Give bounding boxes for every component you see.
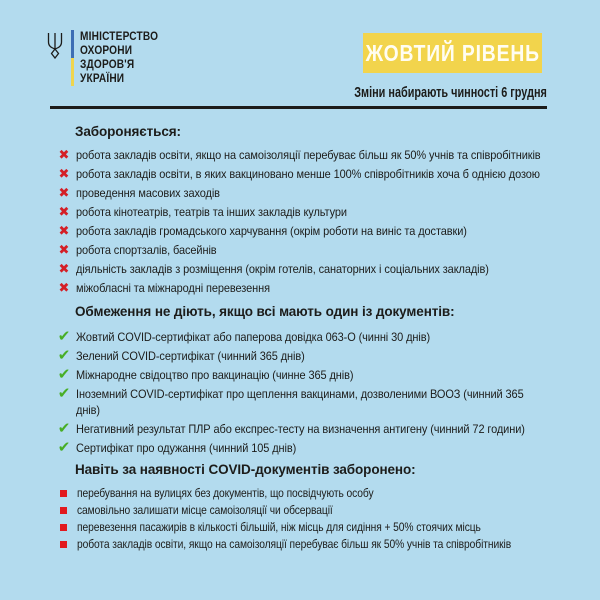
list-item-text: самовільно залишати місце самоізоляції чи обсервації: [77, 503, 333, 517]
list-item: [57, 204, 557, 220]
prohibited-list: [57, 147, 557, 296]
list-item-text: Сертифікат про одужання (чинний 105 днів): [76, 441, 297, 455]
ukraine-trident-icon: [45, 32, 65, 59]
section-prohibited: [57, 124, 557, 296]
list-item: [57, 367, 557, 383]
red-x-icon: ✖: [58, 147, 70, 162]
list-item-text: міжобласні та міжнародні перевезення: [76, 281, 270, 295]
ministry-logo: [45, 30, 169, 86]
list-item-text: робота кінотеатрів, театрів та інших закладів культури: [76, 205, 347, 219]
list-item-text: Негативний результат ПЛР або експрес-тесту на визначення антигену (чинний 72 години): [76, 422, 525, 436]
list-item-text: діяльність закладів з розміщення (окрім готелів, санаторних і соціальних закладів): [76, 262, 489, 276]
green-check-icon: ✔: [57, 439, 71, 456]
list-item-text: Жовтий COVID-сертифікат або паперова довідка 063-О (чинні 30 днів): [76, 330, 431, 344]
list-item: [57, 185, 557, 201]
red-x-icon: ✖: [58, 280, 70, 295]
level-banner: [363, 33, 542, 73]
red-x-icon: ✖: [58, 242, 70, 257]
section-absolute-bans: [57, 462, 557, 552]
red-x-icon: ✖: [58, 223, 70, 238]
list-item: [57, 421, 557, 437]
red-x-icon: ✖: [58, 261, 70, 276]
green-check-icon: ✔: [57, 328, 71, 345]
list-item-text: Міжнародне свідоцтво про вакцинацію (чинне 365 днів): [76, 368, 354, 382]
list-item: [57, 440, 557, 456]
list-item-text: робота спортзалів, басейнів: [76, 243, 217, 257]
effective-date-text: Зміни набирають чинності 6 грудня: [354, 85, 547, 101]
list-item-text: Іноземний COVID-сертифікат про щеплення вакцинами, дозволеними ВООЗ (чинний 365 днів): [76, 387, 524, 417]
red-square-bullet: [60, 541, 67, 548]
list-item: [57, 166, 557, 182]
ministry-name-line: ЗДОРОВ'Я: [80, 59, 135, 71]
list-item: [57, 537, 557, 552]
list-item-text: робота закладів освіти, якщо на самоізоляції перебуває більш як 50% учнів та співробітників: [76, 148, 541, 162]
list-item: [57, 242, 557, 258]
level-banner-label: ЖОВТИЙ РІВЕНЬ: [365, 39, 540, 66]
green-check-icon: ✔: [57, 420, 71, 437]
red-square-bullet: [60, 524, 67, 531]
green-check-icon: ✔: [57, 385, 71, 402]
green-check-icon: ✔: [57, 347, 71, 364]
list-item: [57, 147, 557, 163]
rules-content: [57, 121, 557, 554]
red-x-icon: ✖: [58, 204, 70, 219]
flag-bar: [71, 30, 74, 86]
exemptions-list: [57, 329, 557, 456]
section-prohibited-heading: Забороняється:: [75, 124, 181, 139]
ministry-name-line: МІНІСТЕРСТВО: [80, 31, 159, 43]
list-item: [57, 223, 557, 239]
red-x-icon: ✖: [58, 166, 70, 181]
list-item: [57, 329, 557, 345]
divider-line: [50, 106, 547, 109]
list-item-text: перевезення пасажирів в кількості більшій, ніж місць для сидіння + 50% стоячих місць: [77, 520, 481, 534]
list-item-text: проведення масових заходів: [76, 186, 220, 200]
list-item: [57, 503, 557, 518]
list-item: [57, 520, 557, 535]
list-item-text: робота закладів освіти, в яких вакциновано менше 100% співробітників хоча б однією дозою: [76, 167, 540, 181]
section-exemptions: [57, 304, 557, 456]
list-item: [57, 486, 557, 501]
section-exemptions-heading: Обмеження не діють, якщо всі мають один із документів:: [75, 304, 455, 319]
list-item: [57, 261, 557, 277]
red-x-icon: ✖: [58, 185, 70, 200]
green-check-icon: ✔: [57, 366, 71, 383]
list-item: [57, 280, 557, 296]
red-square-bullet: [60, 490, 67, 497]
list-item-text: робота закладів освіти, якщо на самоізоляції перебуває більш як 50% учнів та співробітників: [77, 537, 512, 551]
section-absolute-bans-heading: Навіть за наявності COVID-документів заборонено:: [75, 462, 416, 477]
list-item-text: робота закладів громадського харчування (окрім роботи на виніс та доставки): [76, 224, 467, 238]
list-item: [57, 348, 557, 364]
list-item-text: перебування на вулицях без документів, що посвідчують особу: [77, 486, 374, 500]
red-square-bullet: [60, 507, 67, 514]
list-item: [57, 386, 557, 418]
ministry-name-line: ОХОРОНИ: [80, 45, 133, 57]
absolute-bans-list: [57, 486, 557, 552]
ministry-name: [80, 30, 158, 86]
ministry-name-line: УКРАЇНИ: [80, 73, 125, 85]
list-item-text: Зелений COVID-сертифікат (чинний 365 днів): [76, 349, 305, 363]
